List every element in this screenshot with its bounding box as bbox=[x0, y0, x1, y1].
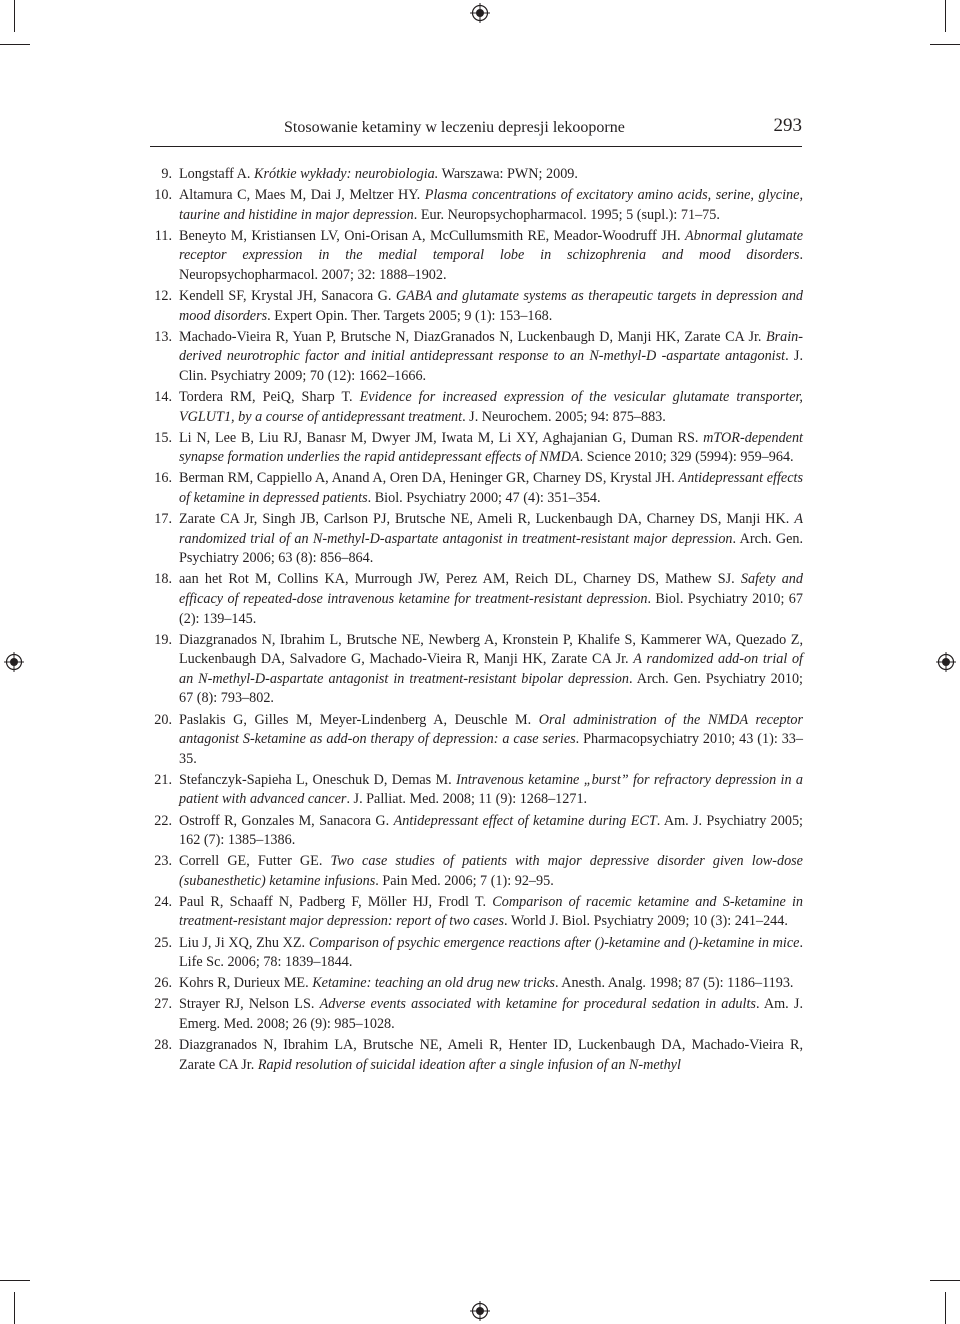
reference-title: GABA and glutamate systems as therapeutic targets in depression and mood disorders bbox=[179, 288, 804, 324]
reference-title: Ketamine: teaching an old drug new tricks bbox=[312, 975, 555, 992]
reference-authors: Liu J, Ji XQ, Zhu XZ. bbox=[179, 934, 309, 951]
reference-source: . Pain Med. 2006; 7 (1): 92–95. bbox=[375, 872, 554, 889]
reference-item bbox=[148, 771, 803, 810]
crop-mark-top-left bbox=[14, 0, 15, 32]
reference-item bbox=[148, 227, 803, 286]
crop-mark-right-bottom bbox=[930, 1280, 960, 1281]
reference-authors: aan het Rot M, Collins KA, Murrough JW, Perez AM, Reich DL, Charney DS, Mathew SJ. bbox=[179, 571, 741, 588]
reference-item bbox=[148, 974, 803, 994]
reference-title: Oral administration of the NMDA receptor antagonist S-ketamine as add-on therapy of depression: a case series bbox=[179, 711, 803, 748]
reference-authors: Diazgranados N, Ibrahim L, Brutsche NE, Newberg A, Kronstein P, Khalife S, Kammerer WA, Quezado Z, Luckenbaugh DA, Salvadore G, Machado-Vieira R, Manji HK, Zarate CA Jr. bbox=[179, 631, 803, 668]
reference-source: . Biol. Psychiatry 2000; 47 (4): 351–354. bbox=[367, 490, 601, 506]
reference-authors: Tordera RM, PeiQ, Sharp T. bbox=[179, 389, 360, 406]
crop-mark-left-top bbox=[0, 44, 30, 45]
reference-number: 18. bbox=[154, 571, 172, 588]
reference-item bbox=[148, 469, 803, 508]
reference-item bbox=[148, 711, 803, 770]
reference-number: 13. bbox=[154, 328, 172, 345]
reference-authors: Kendell SF, Krystal JH, Sanacora G. bbox=[179, 288, 396, 305]
crop-mark-bottom-right bbox=[945, 1292, 946, 1324]
reference-item bbox=[148, 934, 803, 973]
reference-source: . Eur. Neuropsychopharmacol. 1995; 5 (supl.): 71–75. bbox=[413, 206, 720, 223]
reference-title: mTOR-dependent synapse formation underlies the rapid antidepressant effects of NMDA bbox=[179, 429, 803, 466]
reference-authors: Zarate CA Jr, Singh JB, Carlson PJ, Brutsche NE, Ameli R, Luckenbaugh DA, Charney DS, Manji HK. bbox=[179, 511, 795, 528]
crop-mark-top-right bbox=[945, 0, 946, 32]
reference-source: . Life Sc. 2006; 78: 1839–1844. bbox=[179, 934, 803, 971]
reference-title: Abnormal glutamate receptor expression in the medial temporal lobe in schizophrenia and mood disorders bbox=[179, 227, 803, 264]
reference-item bbox=[148, 510, 803, 569]
reference-title: A randomized trial of an N-methyl-D-aspartate antagonist in treatment-resistant major depression bbox=[179, 511, 803, 547]
registration-mark-top-icon bbox=[470, 3, 490, 23]
registration-mark-left-icon bbox=[4, 652, 24, 672]
reference-number: 19. bbox=[154, 631, 172, 648]
reference-number: 16. bbox=[154, 470, 172, 487]
reference-item bbox=[148, 995, 803, 1034]
crop-mark-left-bottom bbox=[0, 1280, 30, 1281]
reference-source: . World J. Biol. Psychiatry 2009; 10 (3): 241–244. bbox=[503, 913, 788, 930]
reference-authors: Berman RM, Cappiello A, Anand A, Oren DA, Heninger GR, Charney DS, Krystal JH. bbox=[179, 470, 679, 487]
reference-number: 15. bbox=[154, 429, 172, 446]
reference-number: 22. bbox=[154, 812, 172, 829]
reference-source: . Expert Opin. Ther. Targets 2005; 9 (1): 153–168. bbox=[267, 307, 553, 324]
reference-authors: Kohrs R, Durieux ME. bbox=[179, 975, 313, 992]
reference-number: 27. bbox=[154, 996, 172, 1013]
reference-title: Krótkie wykłady: neurobiologia. bbox=[254, 166, 439, 182]
reference-authors: Stefanczyk-Sapieha L, Oneschuk D, Demas M. bbox=[179, 771, 457, 788]
reference-number: 20. bbox=[154, 711, 172, 728]
reference-item bbox=[148, 429, 803, 468]
reference-authors: Beneyto M, Kristiansen LV, Oni-Orisan A, McCullumsmith RE, Meador-Woodruff JH. bbox=[179, 227, 686, 244]
reference-authors: Paslakis G, Gilles M, Meyer-Lindenberg A, Deuschle M. bbox=[179, 711, 539, 728]
reference-source: . Science 2010; 329 (5994): 959–964. bbox=[579, 449, 794, 466]
reference-authors: Longstaff A. bbox=[179, 166, 255, 182]
reference-item bbox=[148, 165, 803, 185]
reference-authors: Correll GE, Futter GE. bbox=[179, 853, 331, 870]
reference-title: Adverse events associated with ketamine for procedural sedation in adults bbox=[319, 996, 756, 1013]
reference-source: . Pharmacopsychiatry 2010; 43 (1): 33–35. bbox=[179, 731, 803, 767]
reference-title: Antidepressant effects of ketamine in depressed patients bbox=[179, 470, 803, 506]
reference-authors: Machado-Vieira R, Yuan P, Brutsche N, DiazGranados N, Luckenbaugh D, Manji HK, Zarate CA Jr. bbox=[179, 328, 766, 345]
reference-authors: Paul R, Schaaff N, Padberg F, Möller HJ, Frodl T. bbox=[179, 893, 493, 910]
page-number: 293 bbox=[773, 115, 802, 136]
reference-item bbox=[148, 570, 803, 629]
reference-title: Intravenous ketamine „burst” for refractory depression in a patient with advanced cancer bbox=[179, 771, 803, 808]
reference-number: 24. bbox=[154, 893, 172, 910]
reference-title: Two case studies of patients with major depressive disorder given low-dose (subanesthetic) ketamine infusions bbox=[179, 853, 803, 889]
reference-source: . Neuropsychopharmacol. 2007; 32: 1888–1902. bbox=[179, 247, 803, 283]
reference-number: 10. bbox=[154, 187, 172, 204]
reference-source: . Arch. Gen. Psychiatry 2010; 67 (8): 793–802. bbox=[179, 670, 803, 707]
reference-authors: Li N, Lee B, Liu RJ, Banasr M, Dwyer JM, Iwata M, Li XY, Aghajanian G, Duman RS. bbox=[179, 429, 704, 446]
reference-number: 21. bbox=[154, 771, 172, 788]
reference-title: Plasma concentrations of excitatory amino acids, serine, glycine, taurine and histidine in major depression bbox=[179, 187, 803, 223]
crop-mark-right-top bbox=[930, 44, 960, 45]
reference-source: . Arch. Gen. Psychiatry 2006; 63 (8): 856–864. bbox=[179, 530, 804, 567]
reference-item bbox=[148, 631, 803, 709]
reference-item bbox=[148, 1036, 803, 1075]
reference-list bbox=[148, 165, 803, 1077]
reference-source: . Biol. Psychiatry 2010; 67 (2): 139–145. bbox=[179, 590, 803, 627]
reference-item bbox=[148, 287, 803, 326]
reference-title: Comparison of racemic ketamine and S-ketamine in treatment-resistant major depression: report of two cases bbox=[179, 893, 803, 930]
reference-number: 14. bbox=[154, 389, 172, 406]
crop-mark-bottom-left bbox=[14, 1292, 15, 1324]
reference-number: 28. bbox=[154, 1037, 172, 1054]
reference-source: . Am. J. Emerg. Med. 2008; 26 (9): 985–1028. bbox=[179, 996, 803, 1032]
reference-item bbox=[148, 812, 803, 851]
reference-title: Brain-derived neurotrophic factor and initial antidepressant response to an N-methyl-D -aspartate antagonist bbox=[179, 328, 803, 365]
registration-mark-bottom-icon bbox=[470, 1301, 490, 1321]
reference-source: . Am. J. Psychiatry 2005; 162 (7): 1385–1386. bbox=[179, 812, 803, 849]
reference-source: . J. Clin. Psychiatry 2009; 70 (12): 1662–1666. bbox=[179, 348, 803, 384]
reference-item bbox=[148, 852, 803, 891]
reference-item bbox=[148, 186, 803, 225]
reference-number: 17. bbox=[154, 511, 172, 528]
reference-source: . J. Neurochem. 2005; 94: 875–883. bbox=[462, 408, 666, 425]
registration-mark-right-icon bbox=[936, 652, 956, 672]
reference-authors: Altamura C, Maes M, Dai J, Meltzer HY. bbox=[179, 187, 425, 204]
reference-number: 9. bbox=[161, 166, 172, 182]
reference-number: 25. bbox=[154, 934, 172, 951]
reference-authors: Diazgranados N, Ibrahim LA, Brutsche NE, Ameli R, Henter ID, Luckenbaugh DA, Machado-Vieira R, Zarate CA Jr. bbox=[179, 1037, 803, 1073]
reference-number: 11. bbox=[154, 227, 172, 244]
reference-title: Antidepressant effect of ketamine during ECT bbox=[393, 812, 657, 829]
running-title: Stosowanie ketaminy w leczeniu depresji lekooporne bbox=[284, 119, 625, 136]
reference-authors: Strayer RJ, Nelson LS. bbox=[179, 996, 320, 1013]
reference-title: A randomized add-on trial of an N-methyl-D-aspartate antagonist in treatment-resistant bipolar depression bbox=[179, 651, 803, 687]
running-header bbox=[150, 112, 802, 147]
reference-source: Warszawa: PWN; 2009. bbox=[438, 166, 578, 182]
reference-item bbox=[148, 893, 803, 932]
reference-source: . Anesth. Analg. 1998; 87 (5): 1186–1193. bbox=[554, 975, 794, 992]
reference-item bbox=[148, 388, 803, 427]
reference-title: Rapid resolution of suicidal ideation after a single infusion of an N-methyl bbox=[257, 1056, 681, 1073]
reference-number: 12. bbox=[154, 288, 172, 305]
reference-title: Evidence for increased expression of the vesicular glutamate transporter, VGLUT1, by a course of antidepressant treatment bbox=[179, 389, 803, 425]
reference-source: . J. Palliat. Med. 2008; 11 (9): 1268–1271. bbox=[346, 791, 588, 808]
reference-number: 26. bbox=[154, 975, 172, 992]
reference-title: Comparison of psychic emergence reactions after ()-ketamine and ()-ketamine in mice bbox=[308, 934, 800, 951]
reference-authors: Ostroff R, Gonzales M, Sanacora G. bbox=[179, 812, 394, 829]
reference-number: 23. bbox=[154, 853, 172, 870]
reference-item bbox=[148, 328, 803, 387]
reference-title: Safety and efficacy of repeated-dose intravenous ketamine for treatment-resistant depression bbox=[179, 571, 803, 607]
